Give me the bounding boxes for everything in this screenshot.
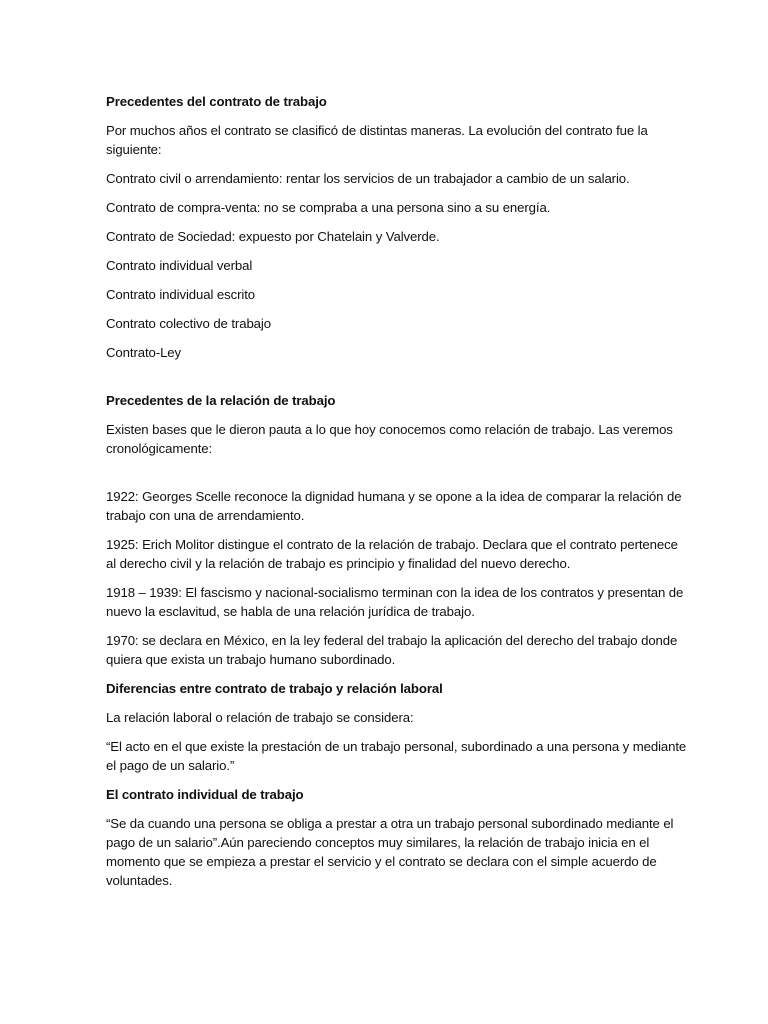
chronology-item: 1922: Georges Scelle reconoce la dignidad humana y se opone a la idea de comparar la relación de trabajo con una de arrendamiento. (106, 489, 682, 523)
chronology-item: 1918 – 1939: El fascismo y nacional-socialismo terminan con la idea de los contratos y presentan de nuevo la esclavitud, se habla de una relación jurídica de trabajo. (106, 585, 684, 619)
contract-type-item: Contrato de compra-venta: no se compraba a una persona sino a su energía. (106, 200, 551, 215)
section-intro-contract-evolution: Por muchos años el contrato se clasificó de distintas maneras. La evolución del contrato fue la siguiente: (106, 123, 648, 157)
chronology-item: 1925: Erich Molitor distingue el contrato de la relación de trabajo. Declara que el contrato pertenece al derecho civil y la relación de trabajo es principio y finalidad del nuevo derecho. (106, 537, 678, 571)
individual-contract-definition: “Se da cuando una persona se obliga a prestar a otra un trabajo personal subordinado mediante el pago de un salario”.Aún pareciendo conceptos muy similares, la relación de trabajo inicia en el momento que se empieza a prestar el servicio y el contrato se declara con el simple acuerdo de voluntades. (106, 816, 674, 888)
section-intro-labor-relation: La relación laboral o relación de trabajo se considera: (106, 710, 414, 725)
chronology-item: 1970: se declara en México, en la ley federal del trabajo la aplicación del derecho del trabajo donde quiera que exista un trabajo humano subordinado. (106, 633, 678, 667)
section-heading-individual-contract: El contrato individual de trabajo (106, 787, 304, 802)
section-intro-chronology: Existen bases que le dieron pauta a lo que hoy conocemos como relación de trabajo. Las veremos cronológicamente: (106, 422, 673, 456)
contract-type-item: Contrato civil o arrendamiento: rentar los servicios de un trabajador a cambio de un salario. (106, 171, 630, 186)
contract-type-item: Contrato individual escrito (106, 287, 256, 302)
section-heading-relationship-precedents: Precedentes de la relación de trabajo (106, 393, 336, 408)
section-heading-differences: Diferencias entre contrato de trabajo y relación laboral (106, 681, 443, 696)
labor-relation-definition-quote: “El acto en el que existe la prestación de un trabajo personal, subordinado a una persona y mediante el pago de un salario.” (106, 739, 687, 773)
contract-type-item: Contrato-Ley (106, 345, 182, 360)
contract-type-item: Contrato de Sociedad: expuesto por Chatelain y Valverde. (106, 229, 440, 244)
contract-type-item: Contrato colectivo de trabajo (106, 316, 271, 331)
contract-type-item: Contrato individual verbal (106, 258, 253, 273)
section-heading-contract-precedents: Precedentes del contrato de trabajo (106, 94, 327, 109)
